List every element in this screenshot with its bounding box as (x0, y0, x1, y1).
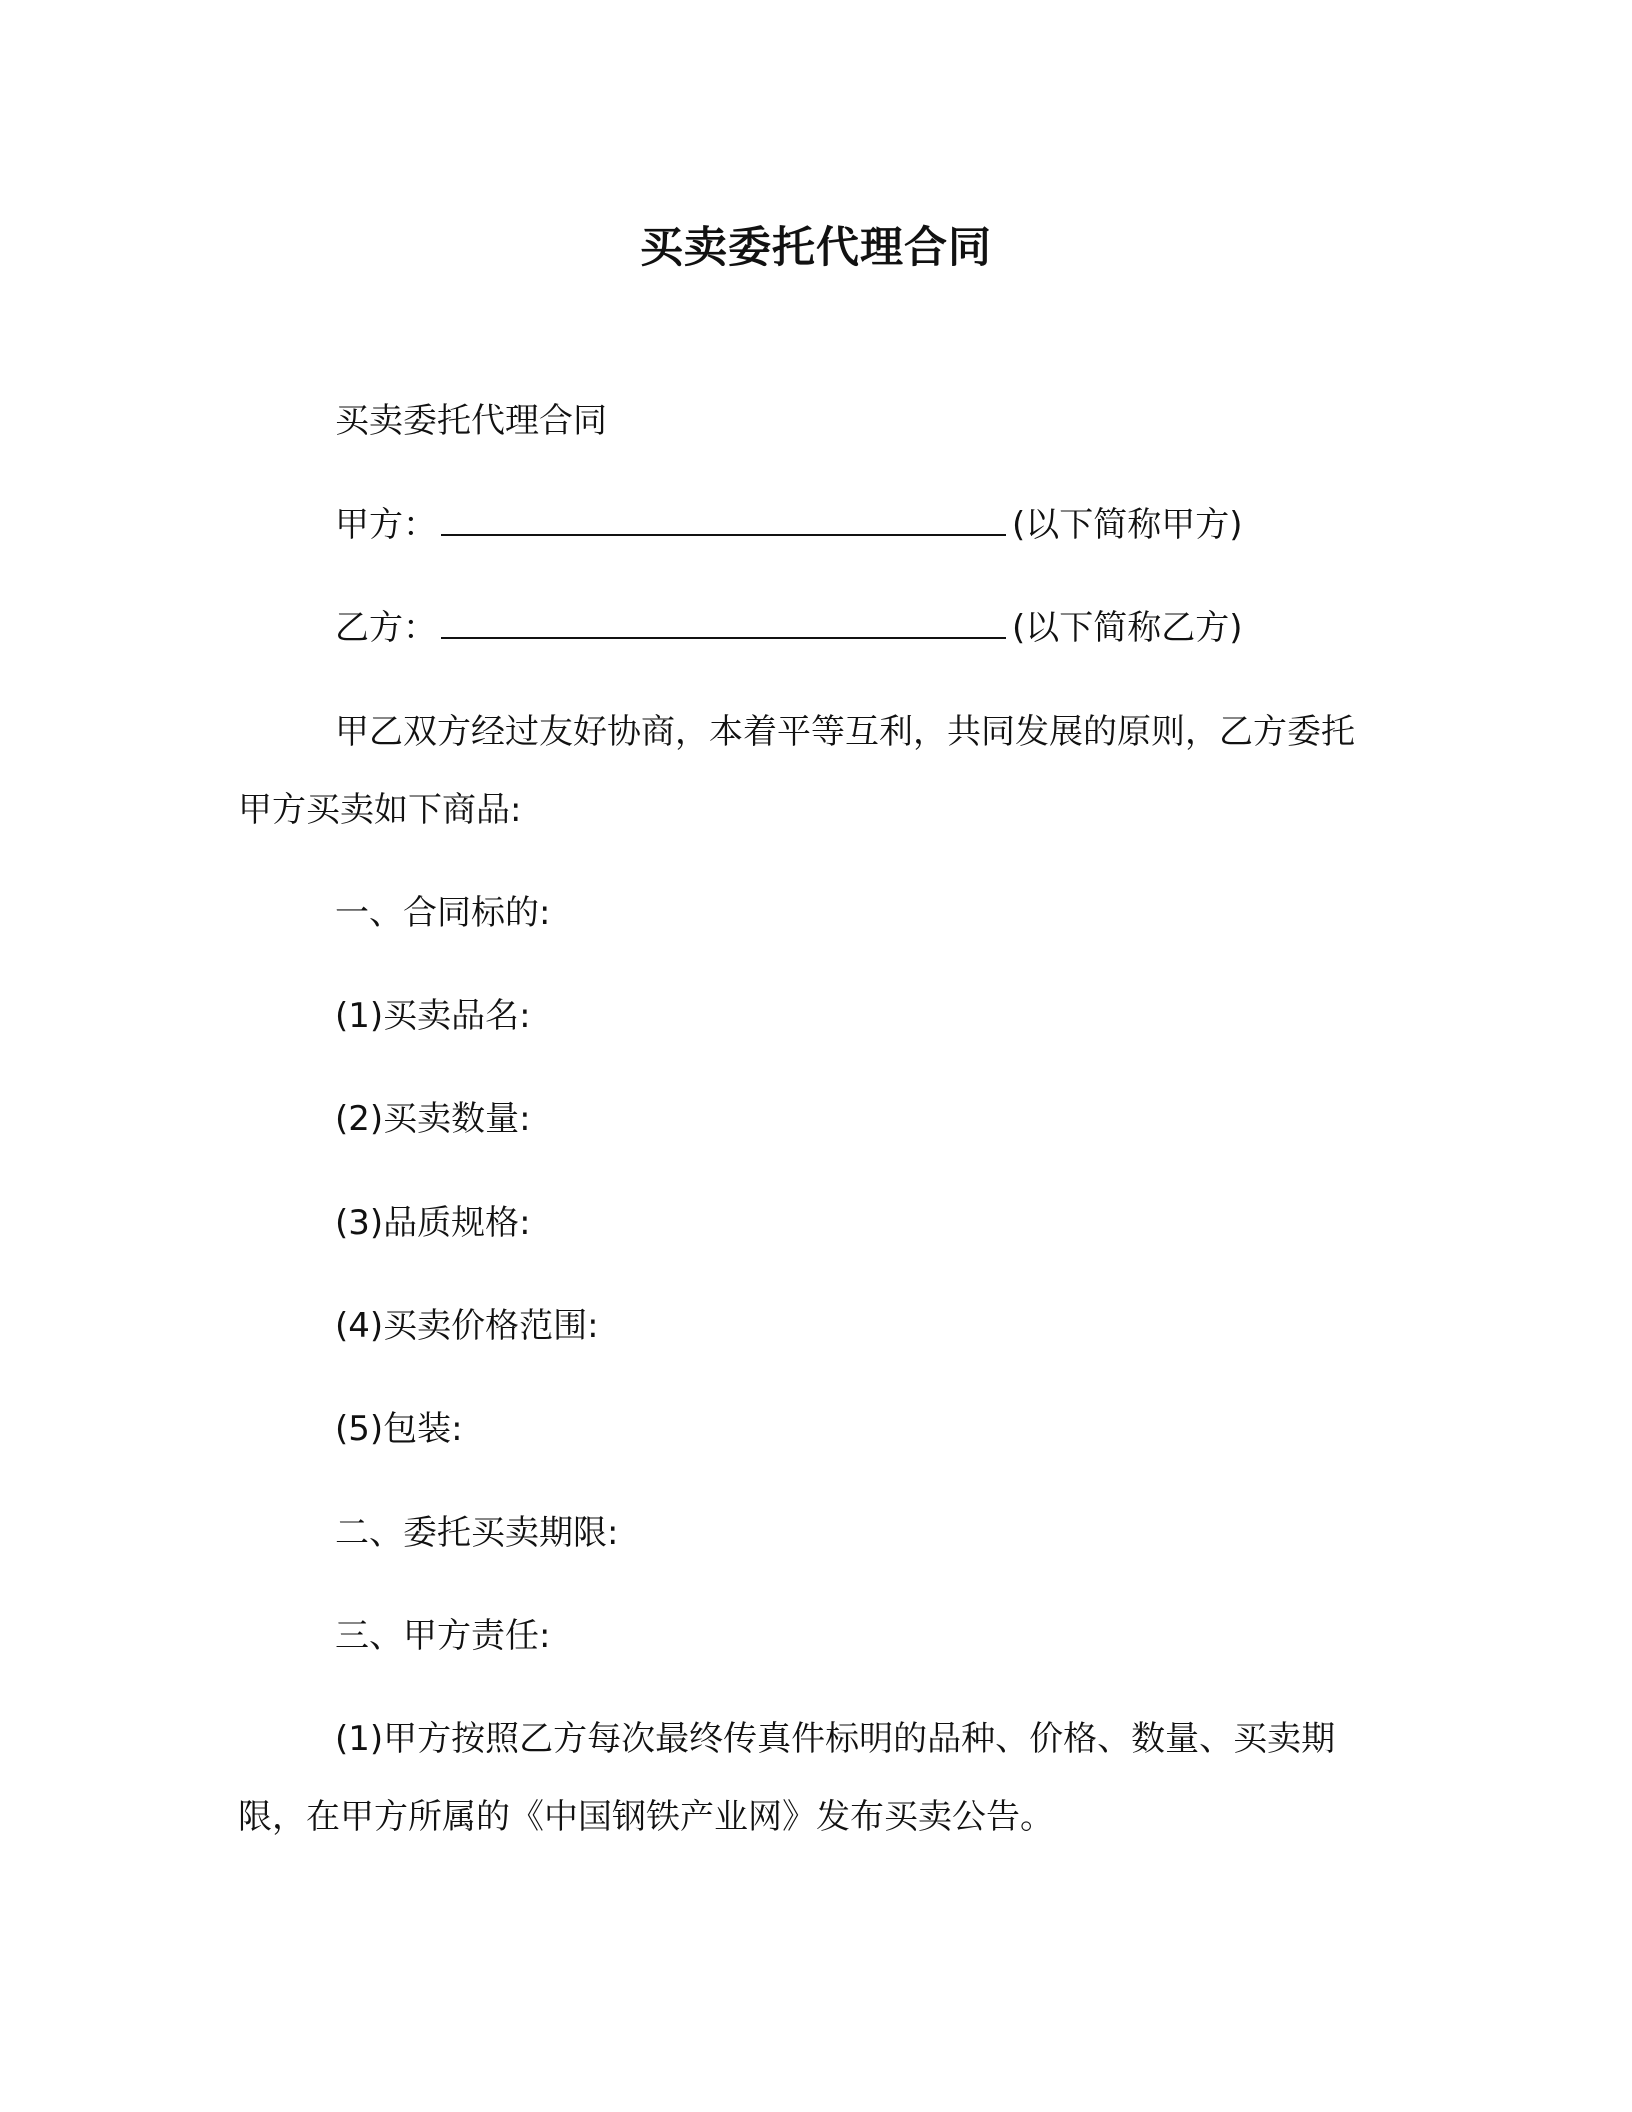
section-3-heading: 三、甲方责任: (335, 1616, 551, 1656)
section-1-heading: 一、合同标的: (335, 893, 551, 933)
item-2: (2)买卖数量: (335, 1099, 531, 1139)
section-2-heading: 二、委托买卖期限: (335, 1513, 619, 1553)
party-b-suffix: (以下简称乙方) (1012, 608, 1243, 648)
party-a-line (335, 498, 1243, 550)
intro-paragraph: 甲乙双方经过友好协商，本着平等互利，共同发展的原则，乙方委托甲方买卖如下商品: (238, 712, 1355, 830)
party-a-blank (441, 498, 1006, 536)
party-b-label: 乙方： (335, 608, 437, 648)
duty-1-paragraph: (1)甲方按照乙方每次最终传真件标明的品种、价格、数量、买卖期限，在甲方所属的《中国钢铁产业网》发布买卖公告。 (238, 1719, 1336, 1837)
item-5: (5)包装: (335, 1409, 463, 1449)
party-b-blank (441, 601, 1006, 639)
party-a-label: 甲方： (335, 505, 437, 545)
item-3: (3)品质规格: (335, 1203, 531, 1243)
document-title: 买卖委托代理合同 (640, 223, 992, 273)
contract-name-line: 买卖委托代理合同 (335, 401, 607, 441)
item-1: (1)买卖品名: (335, 996, 531, 1036)
party-a-suffix: (以下简称甲方) (1012, 505, 1243, 545)
item-4: (4)买卖价格范围: (335, 1306, 599, 1346)
party-b-line (335, 601, 1243, 653)
